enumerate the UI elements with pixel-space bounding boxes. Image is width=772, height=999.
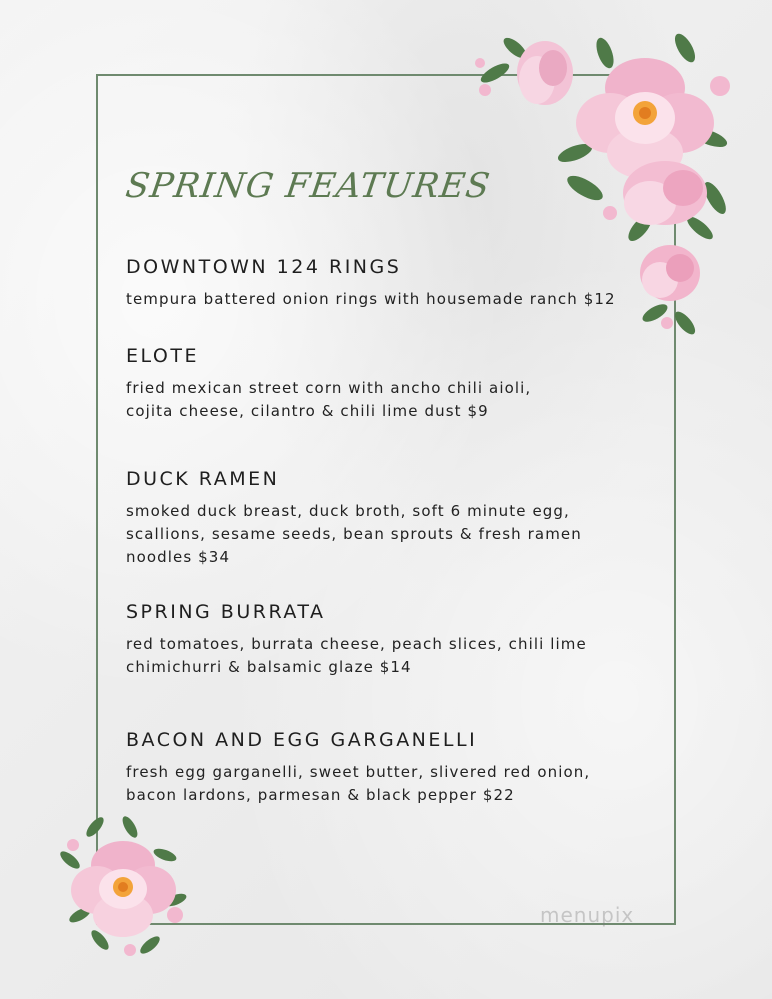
desc-line: bacon lardons, parmesan & black pepper $22 [126, 786, 515, 804]
menu-item [126, 345, 666, 423]
menu-item [126, 729, 666, 807]
item-description: tempura battered onion rings with housemade ranch $12 [126, 290, 616, 308]
desc-line: scallions, sesame seeds, bean sprouts & fresh ramen [126, 525, 582, 543]
menu-item [126, 601, 666, 679]
desc-line: fresh egg garganelli, sweet butter, slivered red onion, [126, 763, 591, 781]
item-description [126, 633, 666, 679]
menu-title: SPRING FEATURES [123, 166, 493, 206]
item-name: DOWNTOWN 124 RINGS [126, 256, 402, 278]
item-name: DUCK RAMEN [126, 468, 280, 490]
desc-line: noodles $34 [126, 548, 231, 566]
watermark: menupix [540, 903, 635, 927]
flower-icon [55, 815, 200, 965]
item-description [126, 761, 666, 807]
item-description [126, 377, 666, 423]
flower-bouquet-icon [455, 28, 745, 348]
item-name: BACON AND EGG GARGANELLI [126, 729, 478, 751]
desc-line: smoked duck breast, duck broth, soft 6 minute egg, [126, 502, 570, 520]
desc-line: fried mexican street corn with ancho chili aioli, [126, 379, 532, 397]
item-name: ELOTE [126, 345, 199, 367]
desc-line: cojita cheese, cilantro & chili lime dust $9 [126, 402, 489, 420]
desc-line: chimichurri & balsamic glaze $14 [126, 658, 412, 676]
menu-item [126, 468, 666, 569]
item-name: SPRING BURRATA [126, 601, 326, 623]
item-description [126, 500, 666, 569]
desc-line: red tomatoes, burrata cheese, peach slices, chili lime [126, 635, 587, 653]
